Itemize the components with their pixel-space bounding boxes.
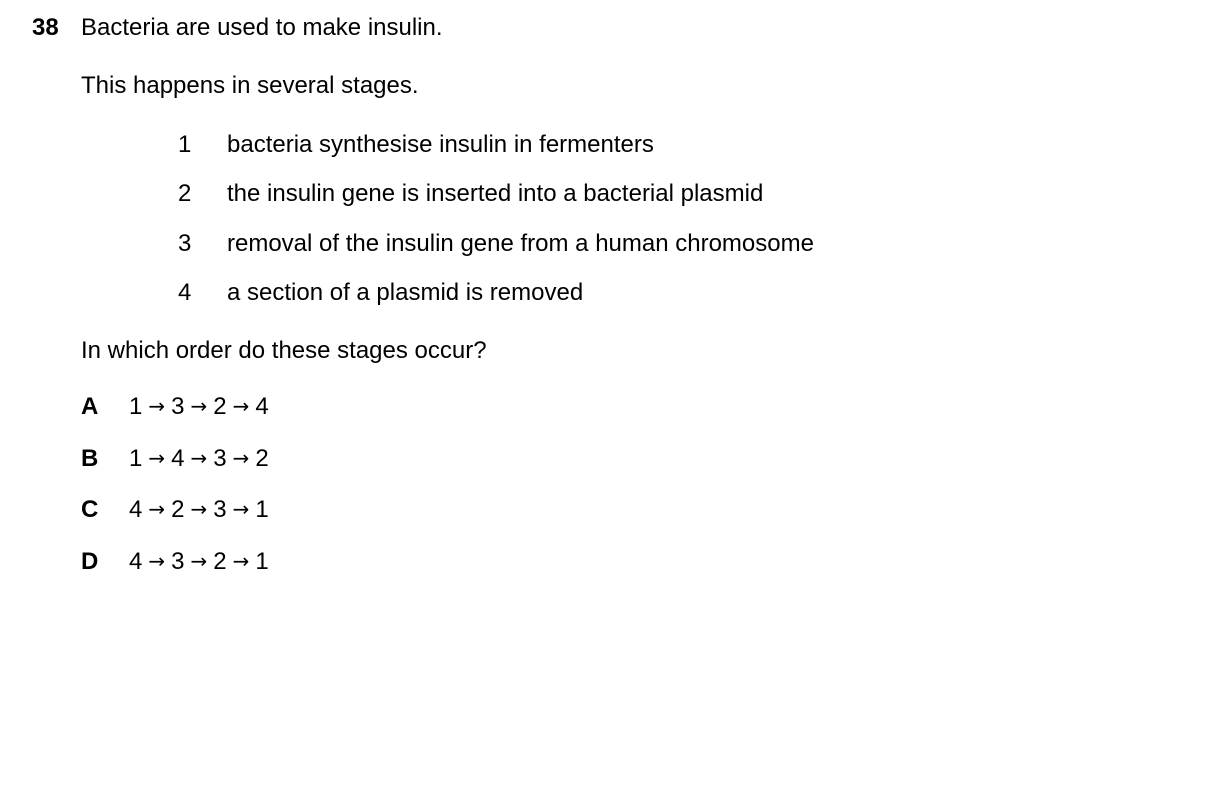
stage-number: 4 <box>178 279 192 306</box>
arrow-right-icon: → <box>232 549 250 573</box>
sequence-step: 3 <box>171 548 185 575</box>
sequence-step: 3 <box>213 496 227 523</box>
question-prompt: In which order do these stages occur? <box>81 337 487 364</box>
stage-number: 2 <box>178 180 192 207</box>
option-sequence-a[interactable] <box>129 393 269 421</box>
option-letter-b[interactable]: B <box>81 445 99 472</box>
sequence-step: 4 <box>255 393 269 420</box>
sequence-step: 3 <box>171 393 185 420</box>
arrow-right-icon: → <box>190 497 208 521</box>
question-number: 38 <box>32 14 59 41</box>
sequence-step: 3 <box>213 445 227 472</box>
stage-number: 3 <box>178 230 192 257</box>
option-letter-c[interactable]: C <box>81 496 99 523</box>
sequence-step: 1 <box>255 496 269 523</box>
sequence-step: 1 <box>129 445 143 472</box>
arrow-right-icon: → <box>190 549 208 573</box>
stage-number: 1 <box>178 131 192 158</box>
question-stem-line2: This happens in several stages. <box>81 72 419 99</box>
arrow-right-icon: → <box>148 394 166 418</box>
sequence-step: 4 <box>129 496 143 523</box>
option-sequence-c[interactable] <box>129 496 269 524</box>
question-stem-line1: Bacteria are used to make insulin. <box>81 14 443 41</box>
arrow-right-icon: → <box>148 497 166 521</box>
option-letter-a[interactable]: A <box>81 393 99 420</box>
option-letter-d[interactable]: D <box>81 548 99 575</box>
sequence-step: 1 <box>129 393 143 420</box>
sequence-step: 2 <box>171 496 185 523</box>
arrow-right-icon: → <box>148 446 166 470</box>
stage-text: a section of a plasmid is removed <box>227 279 584 306</box>
option-sequence-b[interactable] <box>129 445 269 473</box>
stage-text: removal of the insulin gene from a human chromosome <box>227 230 814 257</box>
option-sequence-d[interactable] <box>129 548 269 576</box>
arrow-right-icon: → <box>190 394 208 418</box>
arrow-right-icon: → <box>232 394 250 418</box>
arrow-right-icon: → <box>148 549 166 573</box>
sequence-step: 4 <box>129 548 143 575</box>
sequence-step: 1 <box>255 548 269 575</box>
sequence-step: 2 <box>213 548 227 575</box>
arrow-right-icon: → <box>190 446 208 470</box>
sequence-step: 2 <box>213 393 227 420</box>
arrow-right-icon: → <box>232 497 250 521</box>
sequence-step: 4 <box>171 445 185 472</box>
stage-text: bacteria synthesise insulin in fermenters <box>227 131 654 158</box>
arrow-right-icon: → <box>232 446 250 470</box>
sequence-step: 2 <box>255 445 269 472</box>
stage-text: the insulin gene is inserted into a bacterial plasmid <box>227 180 764 207</box>
